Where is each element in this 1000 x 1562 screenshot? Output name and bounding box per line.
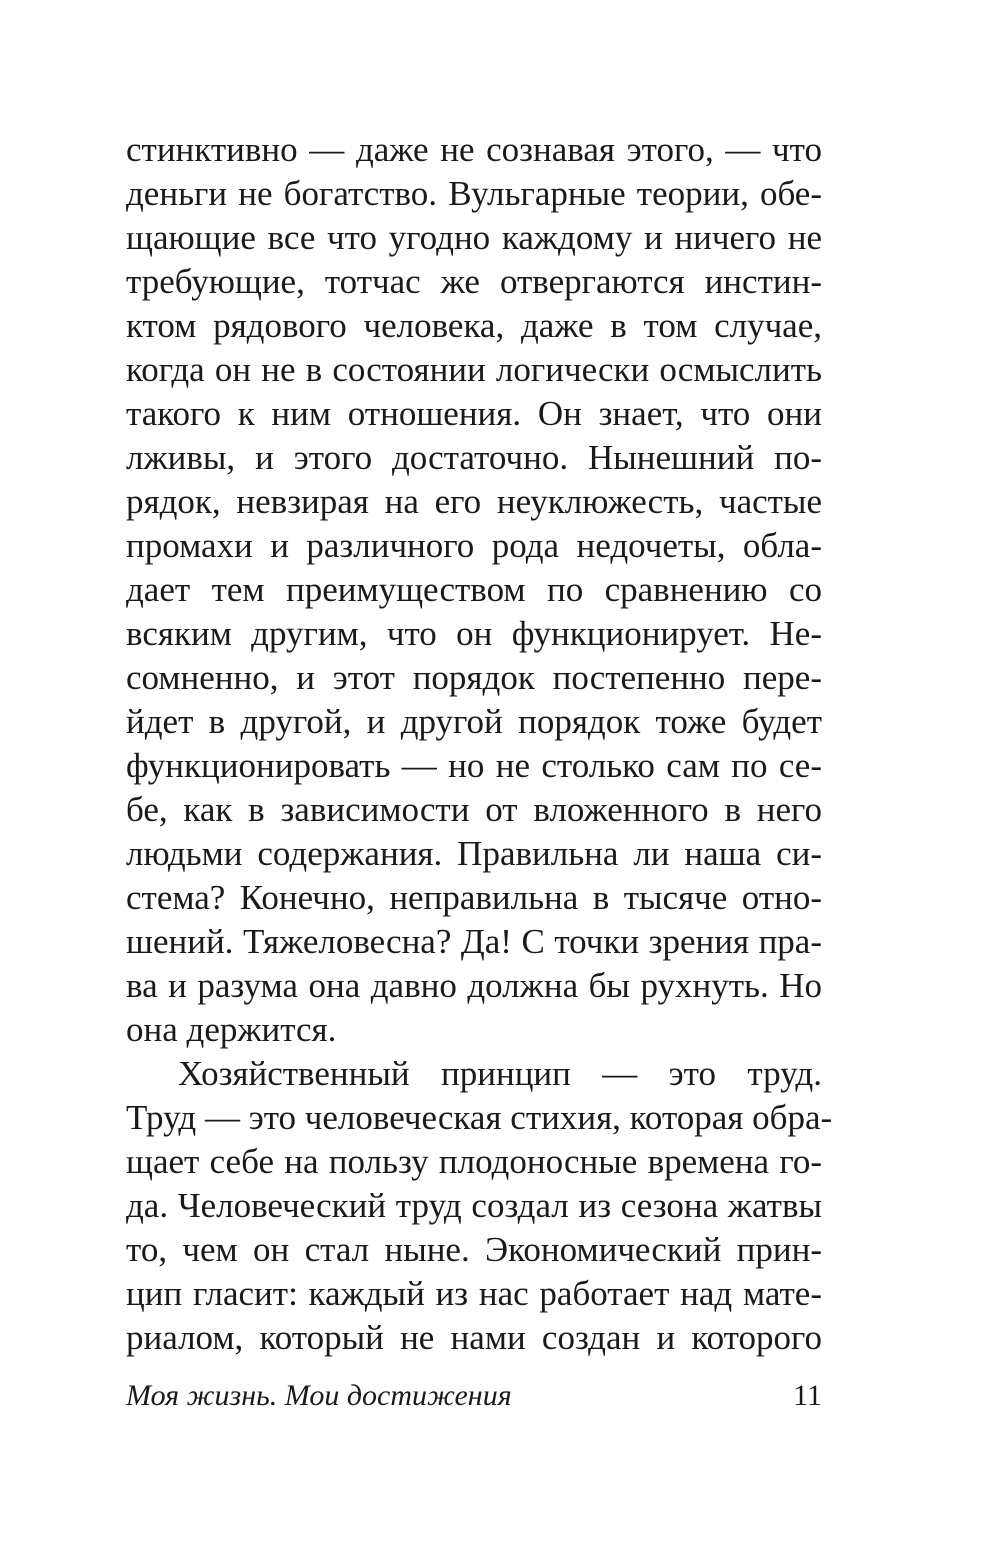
text-line: всяким другим, что он функционирует. Не- [126,614,822,653]
body-text [126,128,833,1360]
text-line: щающие все что угодно каждому и ничего не [126,218,822,257]
text-line: людьми содержания. Правильна ли наша си- [126,834,822,873]
text-line: да. Человеческий труд создал из сезона жатвы [126,1186,822,1225]
text-line: шений. Тяжеловесна? Да! С точки зрения пра- [126,922,822,961]
text-line: бе, как в зависимости от вложенного в него [126,790,822,829]
text-line: щает себе на пользу плодоносные времена го- [126,1142,822,1181]
text-line: стинктивно — даже не сознавая этого, — что [126,130,822,169]
text-line: йдет в другой, и другой порядок тоже будет [126,702,822,741]
text-line: когда он не в состоянии логически осмыслить [126,350,822,389]
text-line: риалом, который не нами создан и которого [126,1318,822,1357]
text-line: такого к ним отношения. Он знает, что они [126,394,822,433]
text-line: стема? Конечно, неправильна в тысяче отно- [126,878,822,917]
text-line: деньги не богатство. Вульгарные теории, обе- [126,174,822,213]
text-line: ва и разума она давно должна бы рухнуть. Но [126,966,822,1005]
running-title: Моя жизнь. Мои достижения [126,1379,512,1412]
text-line: Труд — это человеческая стихия, которая обра- [126,1098,833,1137]
text-line: промахи и различного рода недочеты, обла- [126,526,822,565]
page-footer [126,1376,822,1416]
text-line: дает тем преимуществом по сравнению со [126,570,822,609]
text-line: цип гласит: каждый из нас работает над мате- [126,1274,822,1313]
text-line: ктом рядового человека, даже в том случае, [126,306,822,345]
paragraph-first-line: Хозяйственный принцип — это труд. [178,1054,822,1093]
text-line: то, чем он стал ныне. Экономический прин- [126,1230,822,1269]
text-line: рядок, невзирая на его неуклюжесть, частые [126,482,822,521]
paragraph-end-line: она держится. [126,1010,337,1049]
text-line: лживы, и этого достаточно. Нынешний по- [126,438,822,477]
page-number: 11 [793,1379,822,1412]
text-line: требующие, тотчас же отвергаются инстин- [126,262,822,301]
text-line: сомненно, и этот порядок постепенно пере- [126,658,822,697]
text-line: функционировать — но не столько сам по се- [126,746,822,785]
